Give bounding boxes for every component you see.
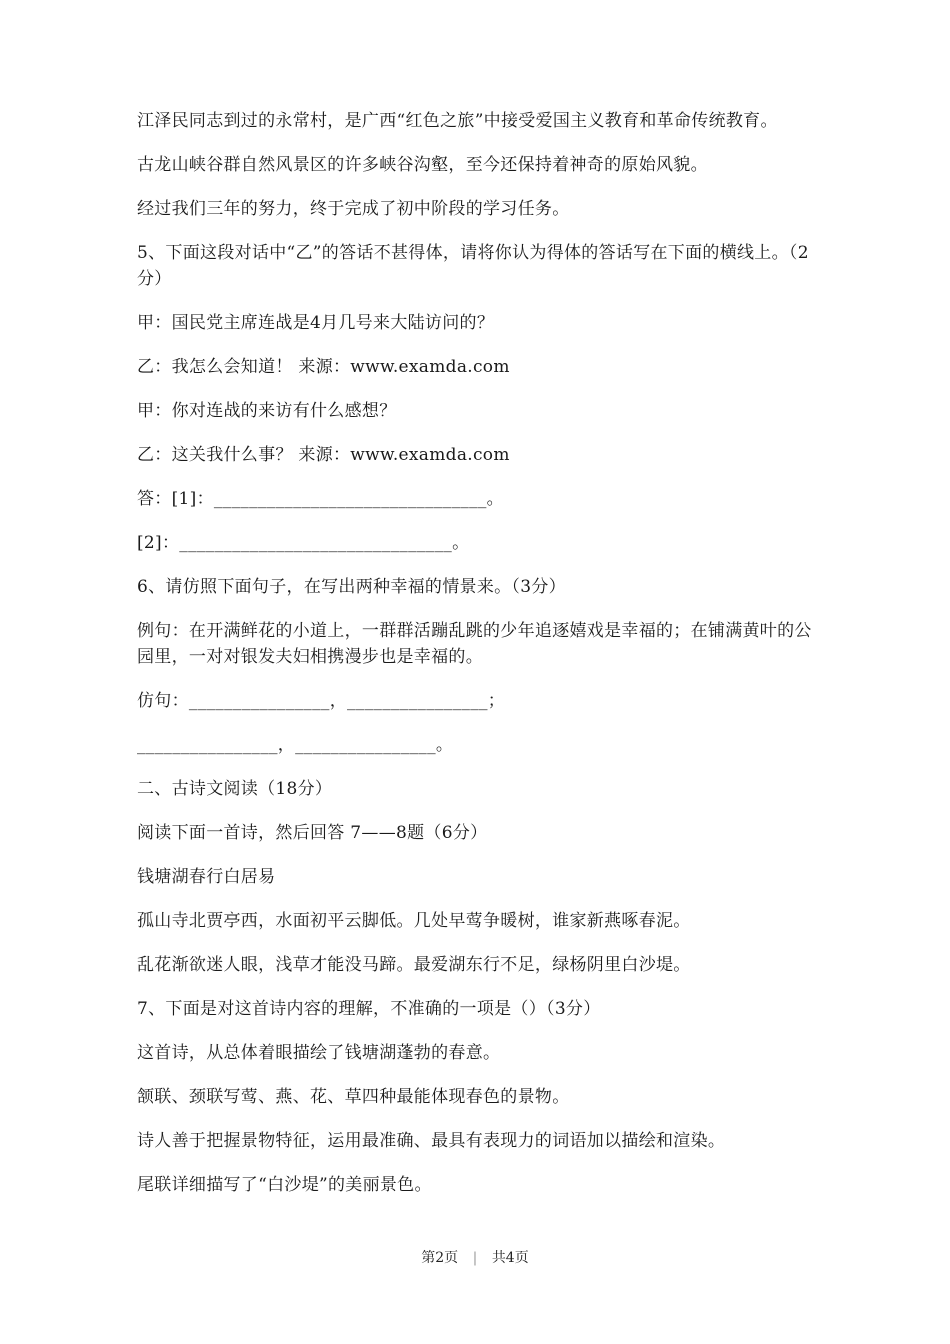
answer-line-2: [2]：_______________________________。	[137, 533, 470, 553]
dialogue-line: 甲：你对连战的来访有什么感想？	[137, 401, 397, 421]
poem-line: 乱花渐欲迷人眼，浅草才能没马蹄。最爱湖东行不足，绿杨阴里白沙堤。	[137, 955, 691, 975]
example-sentence: 例句：在开满鲜花的小道上，一群群活蹦乱跳的少年追逐嬉戏是幸福的；在铺满黄叶的公园里，一对对银发夫妇相携漫步也是幸福的。	[137, 621, 812, 667]
section-heading: 二、古诗文阅读（18分）	[137, 779, 333, 799]
answer-line-1: 答：[1]：_______________________________。	[137, 489, 504, 509]
document-body	[137, 108, 817, 1216]
imitation-line-2: ________________，________________。	[137, 735, 454, 755]
imitation-line-1: 仿句：________________，________________；	[137, 691, 506, 711]
question-6: 6、请仿照下面句子，在写出两种幸福的情景来。（3分）	[137, 577, 566, 597]
dialogue-line: 乙：这关我什么事？ 来源：www.examda.com	[137, 445, 510, 465]
footer-separator: |	[472, 1250, 478, 1266]
poem-title: 钱塘湖春行白居易	[137, 867, 276, 887]
option: 颔联、颈联写莺、燕、花、草四种最能体现春色的景物。	[137, 1087, 570, 1107]
dialogue-line: 乙：我怎么会知道！ 来源：www.examda.com	[137, 357, 510, 377]
paragraph: 江泽民同志到过的永常村，是广西“红色之旅”中接受爱国主义教育和革命传统教育。	[137, 111, 778, 131]
paragraph: 古龙山峡谷群自然风景区的许多峡谷沟壑，至今还保持着神奇的原始风貌。	[137, 155, 708, 175]
option: 这首诗，从总体着眼描绘了钱塘湖蓬勃的春意。	[137, 1043, 501, 1063]
page-footer	[0, 1247, 950, 1267]
poem-line: 孤山寺北贾亭西，水面初平云脚低。几处早莺争暖树，谁家新燕啄春泥。	[137, 911, 691, 931]
option: 诗人善于把握景物特征，运用最准确、最具有表现力的词语加以描绘和渲染。	[137, 1131, 726, 1151]
page-number: 第2页	[421, 1250, 459, 1266]
dialogue-line: 甲：国民党主席连战是4月几号来大陆访问的？	[137, 313, 495, 333]
page-total: 共4页	[491, 1250, 529, 1266]
option: 尾联详细描写了“白沙堤”的美丽景色。	[137, 1175, 432, 1195]
question-7: 7、下面是对这首诗内容的理解，不准确的一项是（）（3分）	[137, 999, 601, 1019]
paragraph: 经过我们三年的努力，终于完成了初中阶段的学习任务。	[137, 199, 570, 219]
instruction: 阅读下面一首诗，然后回答 7——8题（6分）	[137, 823, 488, 843]
question-5: 5、下面这段对话中“乙”的答话不甚得体，请将你认为得体的答话写在下面的横线上。（2分）	[137, 243, 809, 289]
